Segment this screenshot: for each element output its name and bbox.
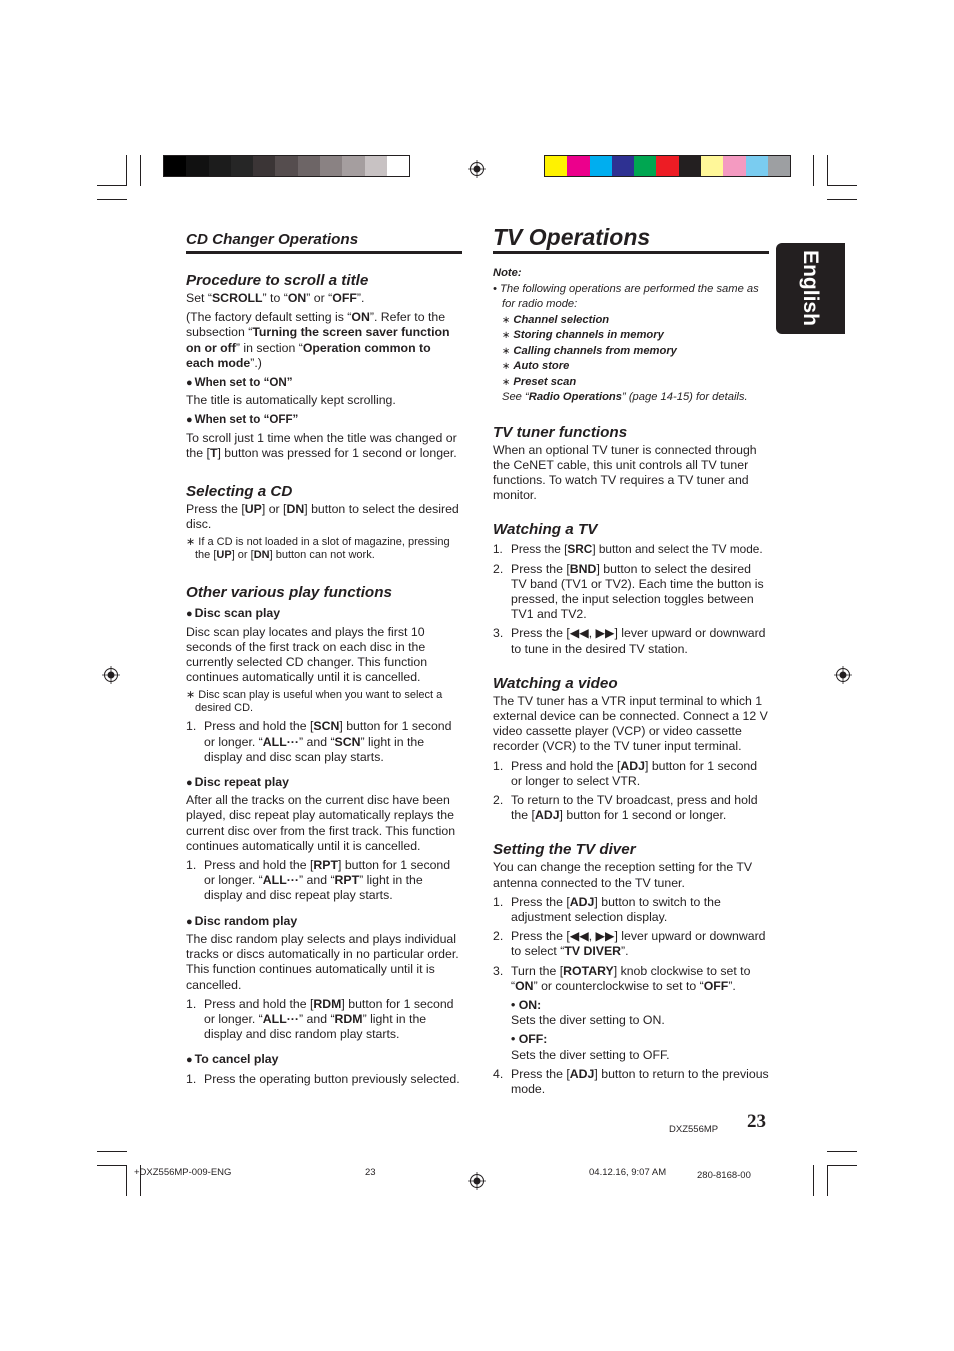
list-item: 2. Press the [BND] button to select the desired TV band (TV1 or TV2). Each time the button is pressed, the input selection toggles between TV1 and TV2. [493, 561, 764, 622]
left-column [186, 231, 462, 1091]
list-item: 1. Press the operating button previously selected. [186, 1071, 460, 1086]
asterisk-icon: ∗ [502, 345, 511, 357]
watching-video-steps [493, 759, 769, 824]
asterisk-icon: ∗ [502, 376, 511, 388]
list-item: 3. Turn the [ROTARY] knob clockwise to set to “ON” or counterclockwise to set to “OFF”. [493, 963, 751, 993]
color-swatch [387, 156, 409, 176]
color-swatch [186, 156, 208, 176]
scan-text: Disc scan play locates and plays the first 10 seconds of the first track on each disc in the currently selected CD changer. This function continues automatically until it is cancelled. [186, 624, 428, 685]
list-item: 1. Press and hold the [RDM] button for 1 second or longer. “ALL···” and “RDM” light in the display and disc random play starts. [186, 996, 454, 1042]
watching-tv-heading: Watching a TV [493, 521, 598, 539]
repeat-label: ● Disc repeat play [186, 775, 289, 790]
footer-timestamp: 04.12.16, 9:07 AM [589, 1167, 667, 1178]
diver-heading: Setting the TV diver [493, 841, 636, 859]
selecting-text: Press the [UP] or [DN] button to select the desired disc. [186, 502, 459, 532]
color-swatch [209, 156, 231, 176]
color-calibration-bar [544, 155, 791, 177]
color-swatch [768, 156, 790, 176]
list-item: 1. Press and hold the [ADJ] button for 1 second or longer to select VTR. [493, 758, 758, 788]
footer-code: 280-8168-00 [697, 1170, 751, 1181]
list-item: 3. Press the [◀◀, ▶▶] lever upward or downward to tune in the desired TV station. [493, 626, 766, 656]
color-swatch [164, 156, 186, 176]
repeat-steps [186, 858, 462, 904]
random-steps [186, 997, 462, 1043]
bullet-icon: ● [186, 777, 193, 790]
note-item: ∗ Storing channels in memory [502, 329, 664, 341]
fast-forward-icon: ▶▶ [595, 626, 615, 641]
asterisk-icon: ∗ [502, 314, 511, 326]
list-item: 4. Press the [ADJ] button to return to the previous mode. [493, 1066, 769, 1096]
list-item: 1. Press the [ADJ] button to switch to the adjustment selection display. [493, 894, 721, 924]
note-intro: • The following operations are performed the same as for radio mode: [493, 282, 759, 310]
note-item: ∗ Preset scan [502, 375, 577, 388]
bullet-icon: ● [186, 915, 193, 928]
repeat-text: After all the tracks on the current disc have been played, disc repeat play automatically replays the current disc over from the first track. This function continues automatically until it is cancelled. [186, 793, 456, 853]
registration-mark-icon [102, 666, 120, 684]
registration-mark-icon [834, 666, 852, 684]
color-swatch [634, 156, 656, 176]
list-item: 1. Press and hold the [RPT] button for 1 second or longer. “ALL···” and “RPT” light in the display and disc repeat play starts. [186, 858, 451, 903]
model-number: DXZ556MP [669, 1124, 719, 1135]
diver-steps-cont [493, 1067, 769, 1097]
color-swatch [590, 156, 612, 176]
scroll-on-text: The title is automatically kept scrolling. [186, 393, 396, 408]
watching-video-text: The TV tuner has a VTR input terminal to which 1 external device can be connected. Connect a 12 V video cassette player (VCP) or video cassette recorder (VCR) to the TV tuner input terminal. [493, 693, 768, 754]
language-tab-label: English [799, 250, 822, 326]
diver-steps [493, 895, 769, 994]
cancel-label: ● To cancel play [186, 1052, 279, 1067]
list-item: 2. To return to the TV broadcast, press and hold the [ADJ] button for 1 second or longer. [493, 792, 758, 823]
tuner-text: When an optional TV tuner is connected through the CeNET cable, this unit controls all TV tuner functions. To watch TV requires a TV tuner and monitor. [493, 442, 757, 503]
scroll-on-label: ● When set to “ON” [186, 376, 293, 390]
color-swatch [231, 156, 253, 176]
bullet-icon: ● [186, 608, 193, 621]
page-number: 23 [747, 1111, 766, 1132]
color-swatch [612, 156, 634, 176]
bullet-icon: ● [186, 1054, 193, 1067]
registration-mark-icon [468, 1172, 486, 1190]
random-text: The disc random play selects and plays individual tracks or discs automatically in no particular order. This function continues automatically until it is cancelled. [186, 931, 459, 992]
color-swatch [701, 156, 723, 176]
note-see: See “Radio Operations” (page 14-15) for details. [502, 391, 748, 403]
cancel-steps [186, 1072, 462, 1087]
asterisk-icon: ∗ [502, 361, 511, 372]
scroll-heading: Procedure to scroll a title [186, 272, 369, 289]
list-item: 1. Press the [SRC] button and select the TV mode. [493, 542, 763, 557]
selecting-note: ∗ If a CD is not loaded in a slot of magazine, pressing the [UP] or [DN] button can not work. [186, 536, 450, 562]
color-swatch [567, 156, 589, 176]
color-swatch [545, 156, 567, 176]
random-label: ● Disc random play [186, 913, 298, 928]
note-label: Note: [493, 267, 522, 279]
list-item: 2. Press the [◀◀, ▶▶] lever upward or downward to select “TV DIVER”. [493, 929, 766, 959]
tuner-heading: TV tuner functions [493, 423, 628, 441]
grayscale-calibration-bar [163, 155, 410, 177]
diver-on-option: • ON: Sets the diver setting to ON. • OFF: Sets the diver setting to OFF. [511, 997, 670, 1062]
note-item: ∗ Calling channels from memory [502, 344, 677, 357]
watching-video-heading: Watching a video [493, 674, 618, 692]
scan-label: ● Disc scan play [186, 606, 281, 621]
scan-steps [186, 719, 462, 765]
bullet-icon: ● [186, 414, 193, 427]
list-item: 1. Press and hold the [SCN] button for 1 second or longer. “ALL···” and “SCN” light in the display and disc scan play starts. [186, 719, 452, 764]
page-title: TV Operations [493, 224, 769, 254]
scroll-setting-text: Set “SCROLL” to “ON” or “OFF”. [186, 291, 365, 305]
rewind-icon: ◀◀ [569, 626, 589, 641]
color-swatch [342, 156, 364, 176]
selecting-heading: Selecting a CD [186, 483, 293, 501]
color-swatch [656, 156, 678, 176]
color-swatch [253, 156, 275, 176]
fast-forward-icon: ▶▶ [595, 929, 615, 944]
asterisk-icon: ∗ [186, 689, 199, 702]
diver-text: You can change the reception setting for the TV antenna connected to the TV tuner. [493, 860, 753, 890]
section-title: CD Changer Operations [186, 231, 462, 254]
watching-tv-steps [493, 542, 769, 656]
color-swatch [365, 156, 387, 176]
note-item: ∗ Channel selection [502, 313, 610, 326]
color-swatch [723, 156, 745, 176]
footer-page: 23 [365, 1167, 376, 1178]
color-swatch [746, 156, 768, 176]
bullet-icon: ● [186, 377, 193, 390]
color-swatch [320, 156, 342, 176]
registration-mark-icon [468, 160, 486, 178]
scroll-off-text: To scroll just 1 time when the title was changed or the [T] button was pressed for 1 second or longer. [186, 430, 457, 460]
right-column [493, 224, 769, 1101]
color-swatch [298, 156, 320, 176]
scroll-off-label: ● When set to “OFF” [186, 413, 299, 427]
scroll-default-text: (The factory default setting is “ON”. Refer to the subsection “Turning the screen saver function on or off” in section “Operation common to each mode”.) [186, 310, 450, 370]
rewind-icon: ◀◀ [569, 929, 589, 944]
note-block [493, 266, 769, 406]
asterisk-icon: ∗ [186, 536, 199, 549]
footer-file: +DXZ556MP-009-ENG [134, 1167, 232, 1178]
color-swatch [275, 156, 297, 176]
note-item: ∗ Auto store [502, 360, 570, 372]
asterisk-icon: ∗ [502, 330, 511, 341]
color-swatch [679, 156, 701, 176]
other-heading: Other various play functions [186, 584, 392, 602]
language-tab [776, 243, 845, 334]
scan-note: ∗ Disc scan play is useful when you want to select a desired CD. [186, 689, 443, 715]
